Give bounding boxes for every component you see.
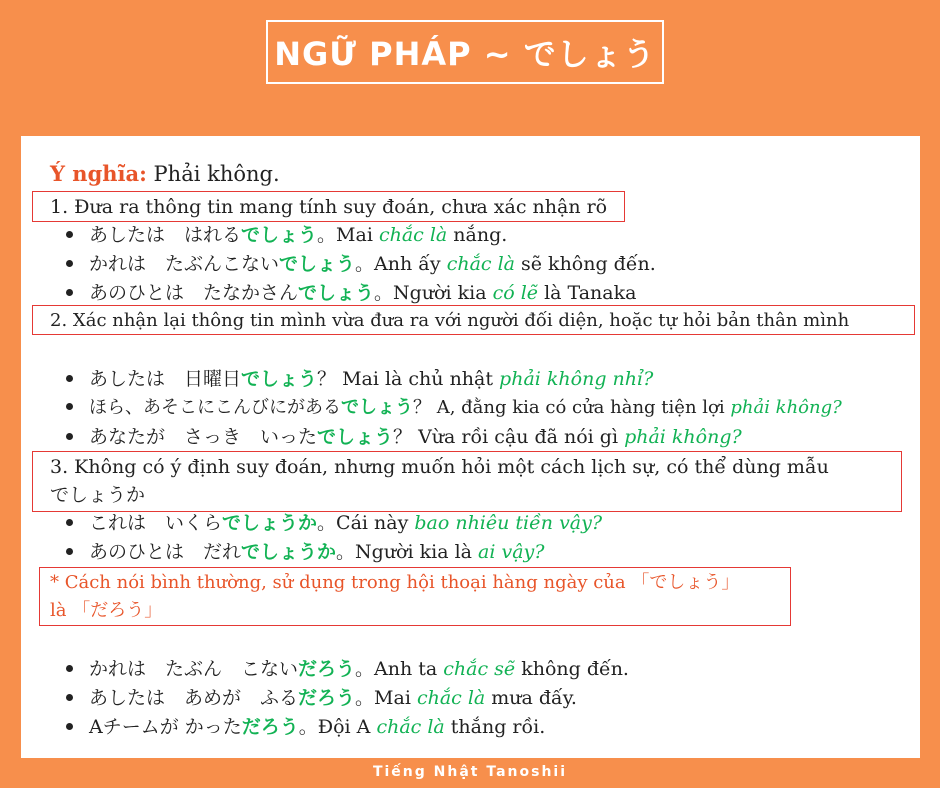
bullet-icon [66, 375, 73, 382]
grammar-pattern: だろう [298, 687, 356, 709]
highlight-meaning: phải không? [624, 426, 742, 448]
highlight-meaning: chắc là [446, 253, 515, 275]
highlight-meaning: chắc là [376, 716, 445, 738]
bullet-icon [66, 403, 73, 410]
list-item: ほら、あそこにこんびにがあるでしょう？ A, đằng kia có cửa hàng tiện lợi phải không? [66, 396, 842, 420]
bullet-icon [66, 665, 73, 672]
grammar-pattern: でしょう [241, 368, 318, 390]
highlight-meaning: ai vậy? [478, 541, 545, 563]
list-item: あしたは 日曜日でしょう？ Mai là chủ nhật phải không nhỉ? [66, 367, 653, 391]
grammar-pattern: でしょうか [241, 541, 337, 563]
note-line2: là 「だろう」 [50, 600, 163, 621]
title-box [266, 20, 664, 84]
list-item: あしたは はれるでしょう。Mai chắc là nắng. [66, 223, 507, 247]
bullet-icon [66, 289, 73, 296]
meaning-line [50, 162, 280, 186]
list-item: あのひとは だれでしょうか。Người kia là ai vậy? [66, 540, 544, 564]
list-item: あのひとは たなかさんでしょう。Người kia có lẽ là Tanaka [66, 281, 636, 305]
highlight-meaning: chắc là [378, 224, 448, 246]
bullet-icon [66, 519, 73, 526]
bullet-icon [66, 694, 73, 701]
highlight-meaning: chắc sẽ [443, 658, 516, 680]
highlight-meaning: phải không nhỉ? [499, 368, 654, 390]
list-item: あなたが さっき いったでしょう？ Vừa rồi cậu đã nói gì phải không? [66, 425, 742, 449]
bullet-icon [66, 433, 73, 440]
grammar-pattern: でしょう [279, 253, 356, 275]
list-item: かれは たぶんこないでしょう。Anh ấy chắc là sẽ không đến. [66, 252, 656, 276]
bullet-icon [66, 548, 73, 555]
grammar-pattern: でしょう [317, 426, 394, 448]
note-line1: * Cách nói bình thường, sử dụng trong hội thoại hàng ngày của 「でしょう」 [50, 572, 740, 593]
highlight-meaning: bao nhiêu tiền vậy? [414, 512, 603, 534]
section2-heading: 2. Xác nhận lại thông tin mình vừa đưa ra với người đối diện, hoặc tự hỏi bản thân mình [50, 310, 850, 331]
section3-heading-line2: でしょうか [50, 484, 146, 506]
list-item: Aチームが かっただろう。Đội A chắc là thắng rồi. [66, 715, 545, 739]
grammar-pattern: でしょう [341, 397, 413, 418]
list-item: かれは たぶん こないだろう。Anh ta chắc sẽ không đến. [66, 657, 629, 681]
bullet-icon [66, 723, 73, 730]
bullet-icon [66, 260, 73, 267]
section3-heading-line1: 3. Không có ý định suy đoán, nhưng muốn hỏi một cách lịch sự, có thể dùng mẫu [50, 456, 829, 478]
bullet-icon [66, 231, 73, 238]
highlight-meaning: phải không? [730, 397, 842, 418]
page-title: NGỮ PHÁP ~ でしょう [274, 35, 656, 73]
content-card [21, 136, 920, 758]
grammar-pattern: でしょうか [222, 512, 318, 534]
meaning-text: Phải không. [146, 162, 280, 186]
grammar-pattern: でしょう [241, 224, 318, 246]
list-item: あしたは あめが ふるだろう。Mai chắc là mưa đấy. [66, 686, 577, 710]
grammar-pattern: だろう [241, 716, 299, 738]
grammar-pattern: だろう [298, 658, 356, 680]
highlight-meaning: có lẽ [492, 282, 539, 304]
grammar-pattern: でしょう [298, 282, 375, 304]
meaning-label: Ý nghĩa: [50, 161, 147, 186]
highlight-meaning: chắc là [416, 687, 486, 709]
list-item: これは いくらでしょうか。Cái này bao nhiêu tiền vậy? [66, 511, 602, 535]
section1-heading: 1. Đưa ra thông tin mang tính suy đoán, chưa xác nhận rõ [50, 196, 608, 218]
footer-brand: Tiếng Nhật Tanoshii [372, 764, 568, 780]
